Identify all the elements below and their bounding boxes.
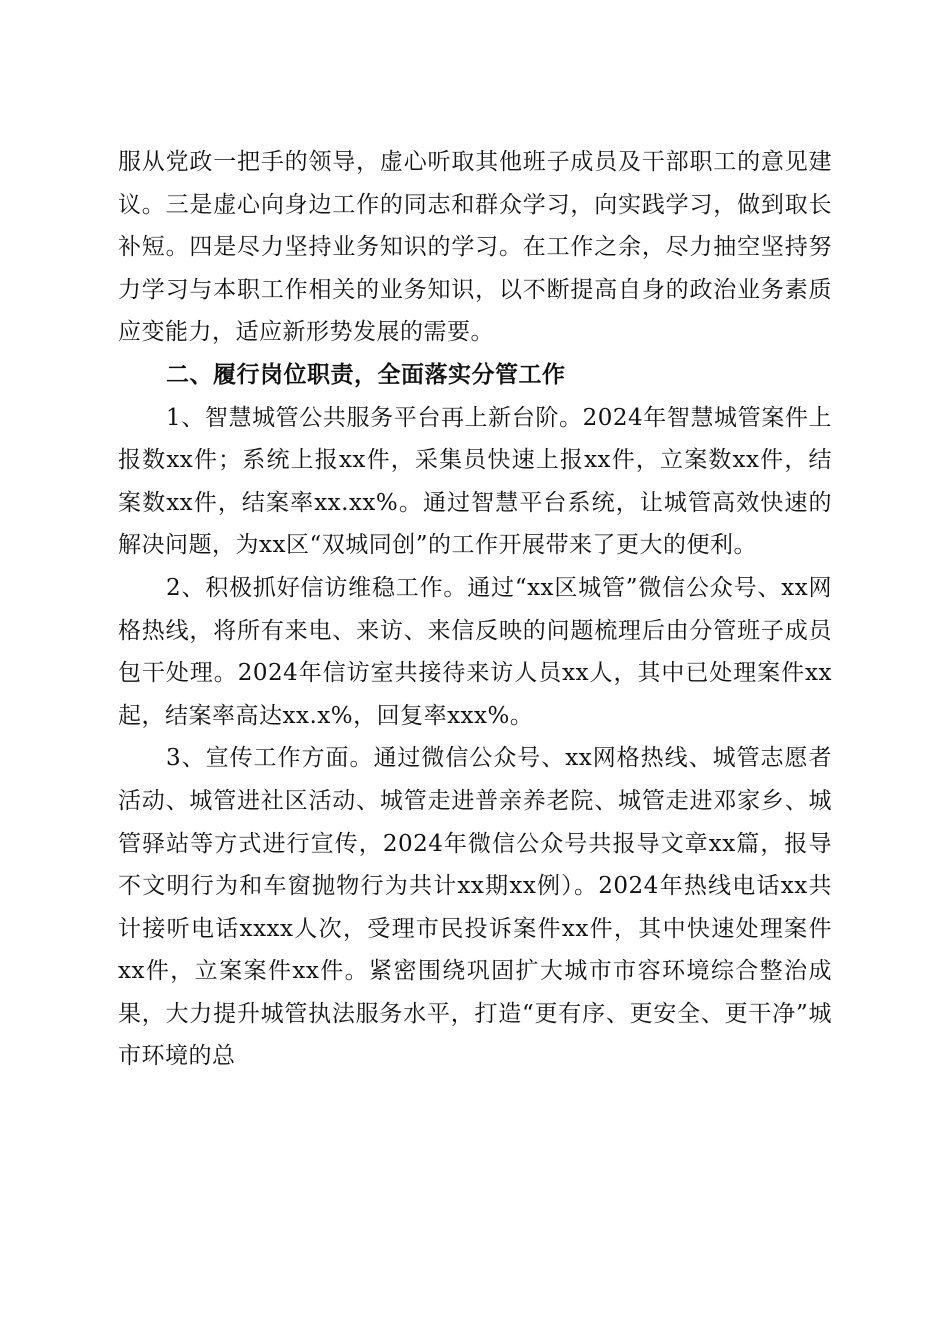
paragraph-petition-work: 2、积极抓好信访维稳工作。通过“xx区城管”微信公众号、xx网格热线，将所有来电、来访、来信反映的问题梳理后由分管班子成员包干处理。2024年信访室共接待来访人员xx人，其中已处理案件xx起，结案率高达xx.x%，回复率xxx%。	[118, 574, 832, 729]
paragraph-publicity-work: 3、宣传工作方面。通过微信公众号、xx网格热线、城管志愿者活动、城管进社区活动、城管走进普亲养老院、城管走进邓家乡、城管驿站等方式进行宣传，2024年微信公众号共报导文章xx篇，报导不文明行为和车窗抛物行为共计xx期xx例）。2024年热线电话xx共计接听电话xxxx人次，受理市民投诉案件xx件，其中快速处理案件xx件，立案案件xx件。紧密围绕巩固扩大城市市容环境综合整治成果，大力提升城管执法服务水平，打造“更有序、更安全、更干净”城市环境的总	[118, 745, 832, 1070]
document-body	[118, 141, 832, 1078]
section-heading: 二、履行岗位职责，全面落实分管工作	[166, 361, 566, 388]
paragraph-smart-city-platform: 1、智慧城管公共服务平台再上新台阶。2024年智慧城管案件上报数xx件；系统上报xx件，采集员快速上报xx件，立案数xx件，结案数xx件，结案率xx.xx%。通过智慧平台系统，让城管高效快速的解决问题，为xx区“双城同创”的工作开展带来了更大的便利。	[118, 404, 832, 559]
paragraph-continued: 服从党政一把手的领导，虚心听取其他班子成员及干部职工的意见建议。三是虚心向身边工作的同志和群众学习，向实践学习，做到取长补短。四是尽力坚持业务知识的学习。在工作之余，尽力抽空坚持努力学习与本职工作相关的业务知识，以不断提高自身的政治业务素质应变能力，适应新形势发展的需要。	[118, 149, 832, 346]
